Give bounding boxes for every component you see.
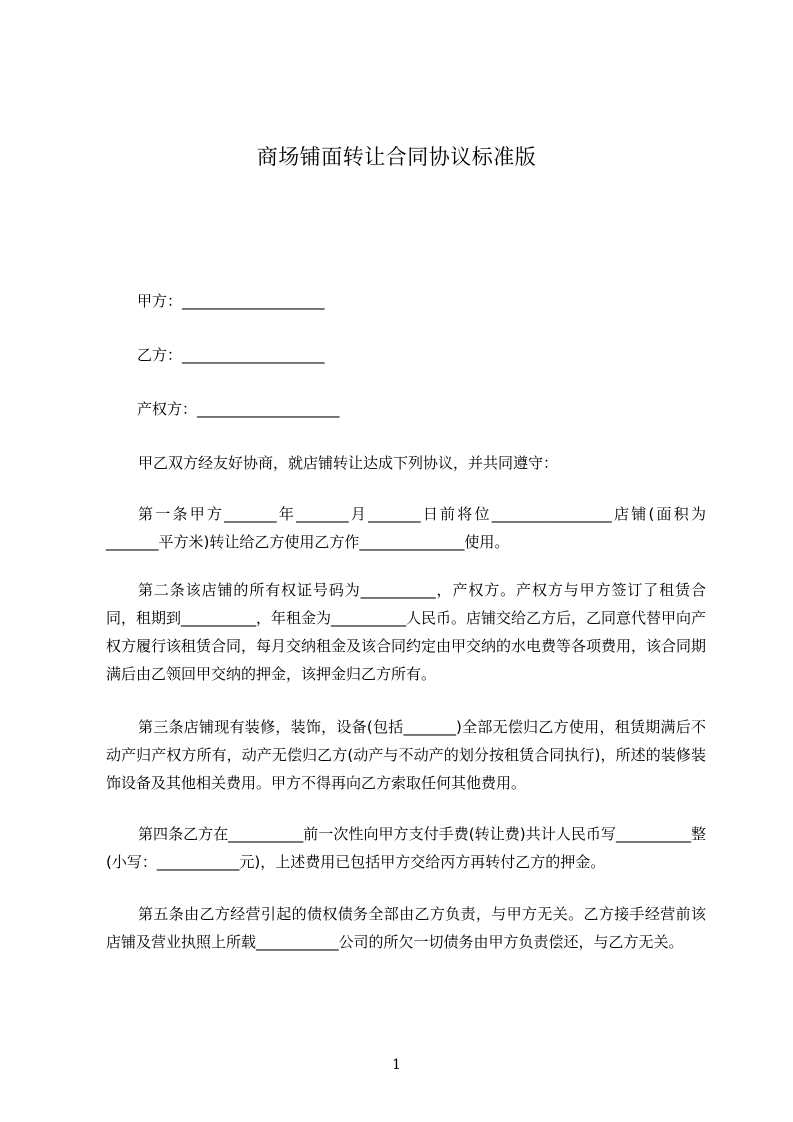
article-3: 第三条店铺现有装修，装饰，设备(包括_______)全部无偿归乙方使用，租赁期满后不动产归产权方所有，动产无偿归乙方(动产与不动产的划分按租赁合同执行)，所述的装修装饰设备及其他相关费用。甲方不得再向乙方索取任何其他费用。 (106, 718, 706, 792)
article-1: 第一条甲方_______年_______月_______日前将位________________店铺(面积为_______平方米)转让给乙方使用乙方作______________使用。 (106, 505, 706, 551)
document-title: 商场铺面转让合同协议标准版 (256, 145, 537, 169)
property-owner-line: 产权方：___________________ (137, 400, 340, 418)
article-2: 第二条该店铺的所有权证号码为__________，产权方。产权方与甲方签订了租赁合同，租期到__________，年租金为__________人民币。店铺交给乙方后，乙同意代替甲向产权方履行该租赁合同，每月交纳租金及该合同约定由甲交纳的水电费等各项费用，该合同期满后由乙领回甲交纳的押金，该押金归乙方所有。 (106, 581, 707, 683)
article-5: 第五条由乙方经营引起的债权债务全部由乙方负责，与甲方无关。乙方接手经营前该店铺及营业执照上所载___________公司的所欠一切债务由甲方负责偿还，与乙方无关。 (106, 905, 706, 951)
page-number: 1 (392, 1057, 401, 1073)
party-b-line: 乙方：___________________ (137, 346, 325, 364)
intro-paragraph: 甲乙双方经友好协商，就店铺转让达成下列协议，并共同遵守： (138, 454, 559, 472)
party-a-line: 甲方：___________________ (137, 292, 325, 310)
article-4: 第四条乙方在__________前一次性向甲方支付手费(转让费)共计人民币写__________整(小写：___________元)，上述费用已包括甲方交给丙方再转付乙方的押金。 (106, 825, 706, 871)
